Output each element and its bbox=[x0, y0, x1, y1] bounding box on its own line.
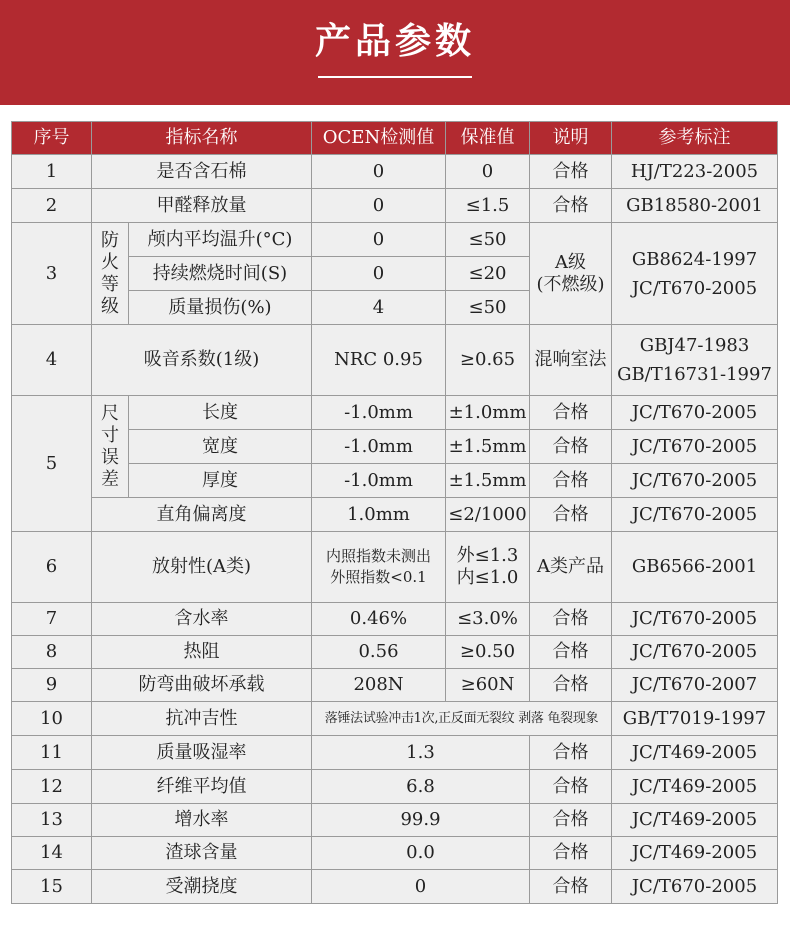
table-header-row bbox=[12, 122, 778, 155]
row-number: 10 bbox=[12, 702, 92, 736]
table-row bbox=[12, 770, 778, 804]
reference-standard: JC/T670-2005 bbox=[612, 464, 778, 498]
table-row bbox=[12, 669, 778, 702]
row-number: 1 bbox=[12, 155, 92, 189]
note-cell: 合格 bbox=[530, 189, 612, 223]
standard-value: ≥0.50 bbox=[446, 636, 530, 669]
table-row bbox=[12, 532, 778, 603]
column-header: 保准值 bbox=[446, 122, 530, 155]
header-banner bbox=[0, 0, 790, 105]
table-row bbox=[12, 189, 778, 223]
indicator-name: 吸音系数(1级) bbox=[92, 325, 312, 396]
group-label-dimension: 尺 寸 误 差 bbox=[92, 396, 129, 498]
row-number: 11 bbox=[12, 736, 92, 770]
indicator-name: 热阻 bbox=[92, 636, 312, 669]
test-value: 0 bbox=[312, 257, 446, 291]
reference-standard: JC/T670-2005 bbox=[612, 396, 778, 430]
indicator-name: 纤维平均值 bbox=[92, 770, 312, 804]
indicator-name: 持续燃烧时间(S) bbox=[129, 257, 312, 291]
standard-value: ±1.0mm bbox=[446, 396, 530, 430]
reference-standard: HJ/T223-2005 bbox=[612, 155, 778, 189]
standard-value: ≤3.0% bbox=[446, 603, 530, 636]
reference-standard: JC/T670-2007 bbox=[612, 669, 778, 702]
note-cell: 合格 bbox=[530, 155, 612, 189]
row-number: 8 bbox=[12, 636, 92, 669]
row-number: 5 bbox=[12, 396, 92, 532]
standard-value: ≥0.65 bbox=[446, 325, 530, 396]
row-number: 9 bbox=[12, 669, 92, 702]
standard-value: ≤1.5 bbox=[446, 189, 530, 223]
standard-value: ≤20 bbox=[446, 257, 530, 291]
row-number: 4 bbox=[12, 325, 92, 396]
note-cell: 合格 bbox=[530, 603, 612, 636]
test-value: NRC 0.95 bbox=[312, 325, 446, 396]
indicator-name: 颅内平均温升(°C) bbox=[129, 223, 312, 257]
row-number: 13 bbox=[12, 804, 92, 837]
test-value: 0.56 bbox=[312, 636, 446, 669]
test-value: -1.0mm bbox=[312, 396, 446, 430]
row-number: 15 bbox=[12, 870, 92, 904]
group-label-fire: 防 火 等 级 bbox=[92, 223, 129, 325]
table-row bbox=[12, 396, 778, 430]
standard-value: ±1.5mm bbox=[446, 464, 530, 498]
reference-standard: GB18580-2001 bbox=[612, 189, 778, 223]
test-value: 4 bbox=[312, 291, 446, 325]
table-row bbox=[12, 702, 778, 736]
indicator-name: 受潮挠度 bbox=[92, 870, 312, 904]
reference-standard: GBJ47-1983 GB/T16731-1997 bbox=[612, 325, 778, 396]
note-cell: 合格 bbox=[530, 837, 612, 870]
table-row bbox=[12, 870, 778, 904]
reference-standard: GB/T7019-1997 bbox=[612, 702, 778, 736]
test-value: 6.8 bbox=[312, 770, 530, 804]
note-cell: 合格 bbox=[530, 870, 612, 904]
indicator-name: 宽度 bbox=[129, 430, 312, 464]
indicator-name: 放射性(A类) bbox=[92, 532, 312, 603]
note-cell: 合格 bbox=[530, 430, 612, 464]
test-value: -1.0mm bbox=[312, 464, 446, 498]
test-value: 落锤法试验冲击1次,正反面无裂纹 剥落 龟裂现象 bbox=[312, 702, 612, 736]
indicator-name: 防弯曲破坏承载 bbox=[92, 669, 312, 702]
table-row bbox=[12, 837, 778, 870]
table-row bbox=[12, 804, 778, 837]
test-value: 内照指数未测出 外照指数<0.1 bbox=[312, 532, 446, 603]
note-cell: 合格 bbox=[530, 770, 612, 804]
indicator-name: 增水率 bbox=[92, 804, 312, 837]
table-row bbox=[12, 636, 778, 669]
note-cell: A级 (不燃级) bbox=[530, 223, 612, 325]
reference-standard: JC/T670-2005 bbox=[612, 870, 778, 904]
test-value: 0 bbox=[312, 189, 446, 223]
note-cell: 混响室法 bbox=[530, 325, 612, 396]
row-number: 6 bbox=[12, 532, 92, 603]
test-value: 1.0mm bbox=[312, 498, 446, 532]
note-cell: 合格 bbox=[530, 804, 612, 837]
indicator-name: 质量损伤(%) bbox=[129, 291, 312, 325]
reference-standard: JC/T670-2005 bbox=[612, 636, 778, 669]
spec-table bbox=[11, 121, 778, 904]
reference-standard: GB6566-2001 bbox=[612, 532, 778, 603]
standard-value: ≤2/1000 bbox=[446, 498, 530, 532]
test-value: 0 bbox=[312, 870, 530, 904]
indicator-name: 渣球含量 bbox=[92, 837, 312, 870]
reference-standard: JC/T469-2005 bbox=[612, 837, 778, 870]
reference-standard: JC/T469-2005 bbox=[612, 804, 778, 837]
page-title: 产品参数 bbox=[314, 21, 475, 62]
reference-standard: JC/T670-2005 bbox=[612, 603, 778, 636]
table-row bbox=[12, 736, 778, 770]
column-header: 说明 bbox=[530, 122, 612, 155]
reference-standard: JC/T670-2005 bbox=[612, 498, 778, 532]
note-cell: 合格 bbox=[530, 636, 612, 669]
indicator-name: 质量吸湿率 bbox=[92, 736, 312, 770]
standard-value: 0 bbox=[446, 155, 530, 189]
reference-standard: GB8624-1997 JC/T670-2005 bbox=[612, 223, 778, 325]
indicator-name: 直角偏离度 bbox=[92, 498, 312, 532]
indicator-name: 抗冲吉性 bbox=[92, 702, 312, 736]
test-value: 0 bbox=[312, 223, 446, 257]
note-cell: 合格 bbox=[530, 736, 612, 770]
note-cell: 合格 bbox=[530, 669, 612, 702]
indicator-name: 长度 bbox=[129, 396, 312, 430]
reference-standard: JC/T469-2005 bbox=[612, 736, 778, 770]
test-value: 1.3 bbox=[312, 736, 530, 770]
table-row bbox=[12, 325, 778, 396]
row-number: 7 bbox=[12, 603, 92, 636]
table-row bbox=[12, 155, 778, 189]
indicator-name: 甲醛释放量 bbox=[92, 189, 312, 223]
column-header: OCEN检测值 bbox=[312, 122, 446, 155]
test-value: 99.9 bbox=[312, 804, 530, 837]
standard-value: ≥60N bbox=[446, 669, 530, 702]
standard-value: ≤50 bbox=[446, 291, 530, 325]
indicator-name: 含水率 bbox=[92, 603, 312, 636]
test-value: 0.0 bbox=[312, 837, 530, 870]
reference-standard: JC/T469-2005 bbox=[612, 770, 778, 804]
note-cell: 合格 bbox=[530, 464, 612, 498]
table-row bbox=[12, 498, 778, 532]
reference-standard: JC/T670-2005 bbox=[612, 430, 778, 464]
indicator-name: 是否含石棉 bbox=[92, 155, 312, 189]
note-cell: 合格 bbox=[530, 396, 612, 430]
note-cell: A类产品 bbox=[530, 532, 612, 603]
standard-value: 外≤1.3 内≤1.0 bbox=[446, 532, 530, 603]
title-underline bbox=[318, 76, 472, 78]
row-number: 2 bbox=[12, 189, 92, 223]
column-header: 指标名称 bbox=[92, 122, 312, 155]
test-value: 0 bbox=[312, 155, 446, 189]
standard-value: ≤50 bbox=[446, 223, 530, 257]
row-number: 3 bbox=[12, 223, 92, 325]
table-row bbox=[12, 223, 778, 257]
table-row bbox=[12, 603, 778, 636]
indicator-name: 厚度 bbox=[129, 464, 312, 498]
column-header: 参考标注 bbox=[612, 122, 778, 155]
row-number: 12 bbox=[12, 770, 92, 804]
test-value: 208N bbox=[312, 669, 446, 702]
column-header: 序号 bbox=[12, 122, 92, 155]
note-cell: 合格 bbox=[530, 498, 612, 532]
row-number: 14 bbox=[12, 837, 92, 870]
test-value: 0.46% bbox=[312, 603, 446, 636]
test-value: -1.0mm bbox=[312, 430, 446, 464]
standard-value: ±1.5mm bbox=[446, 430, 530, 464]
